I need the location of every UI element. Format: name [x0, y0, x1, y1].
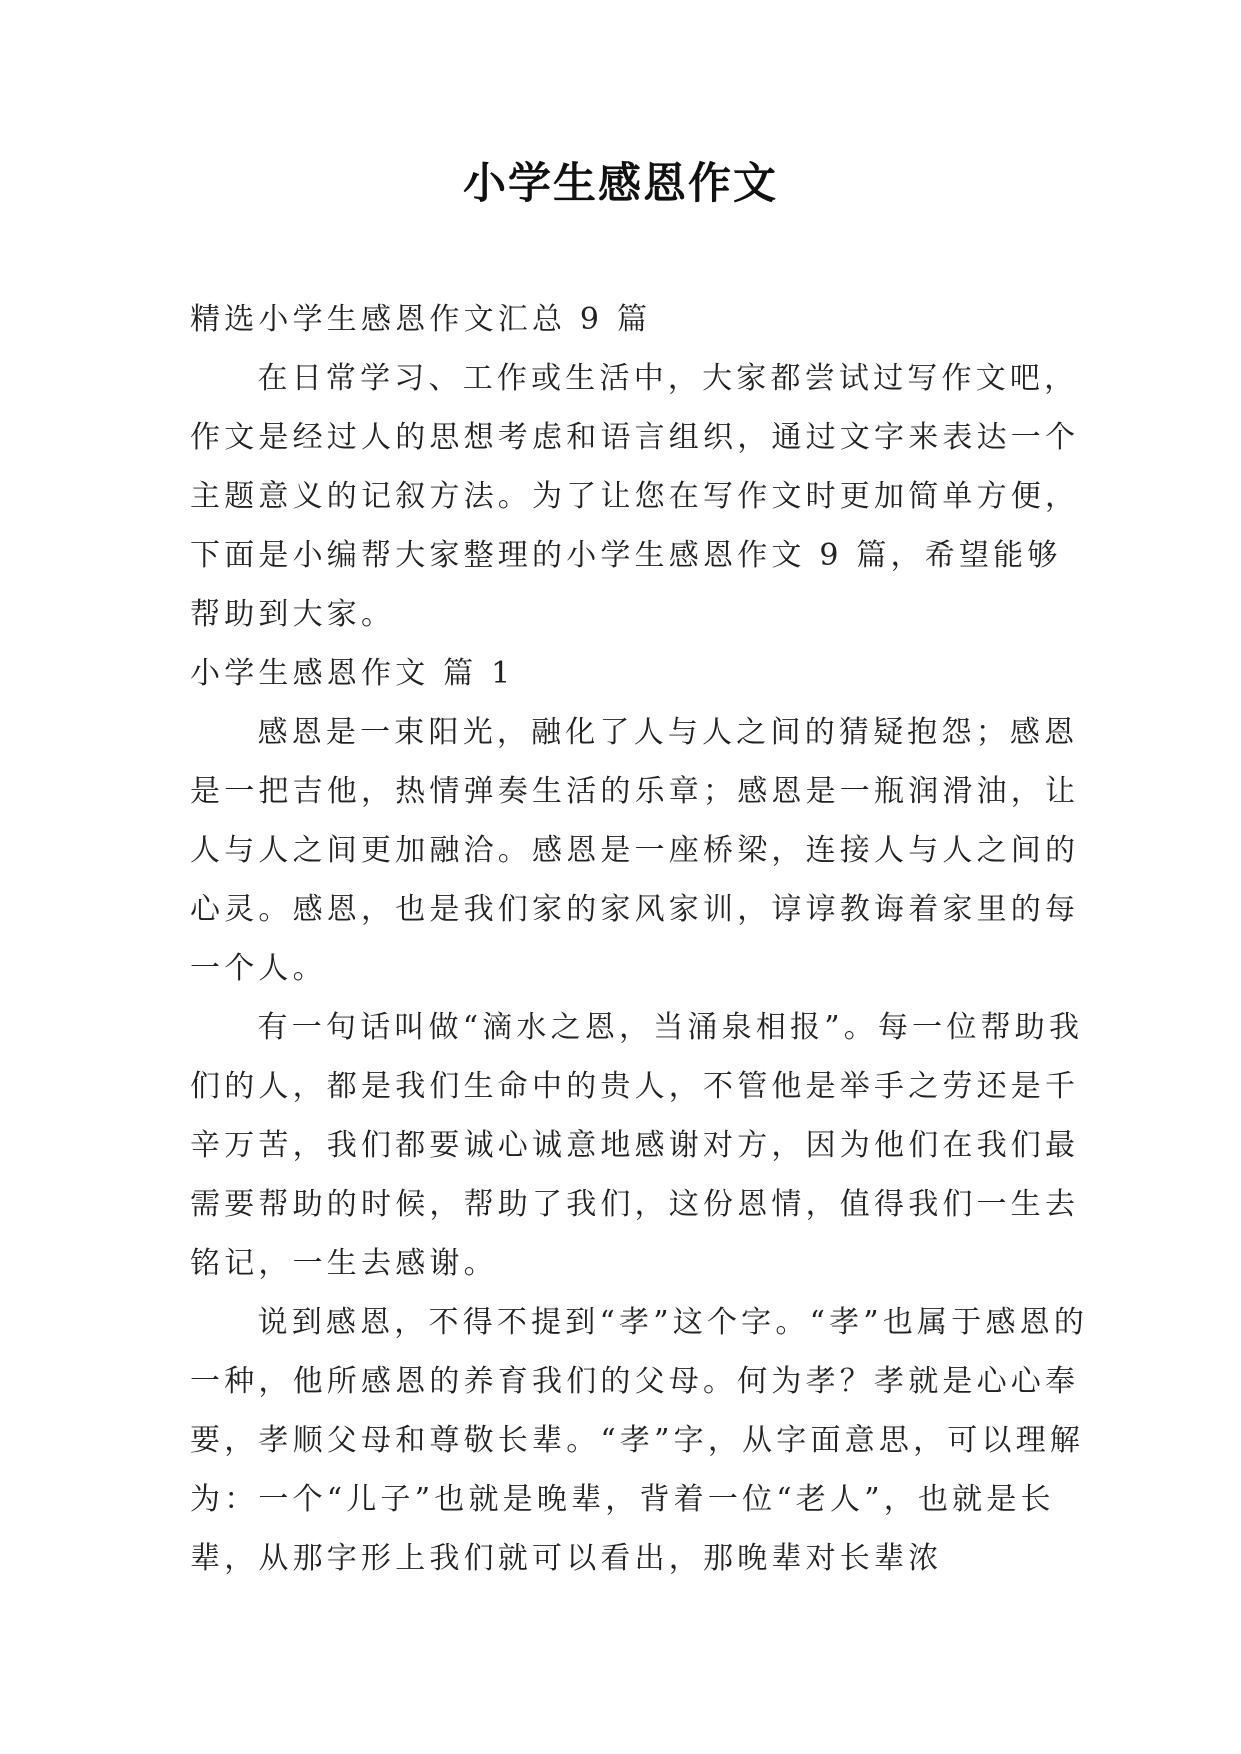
document-title: 小学生感恩作文 [463, 159, 778, 209]
body-paragraph: 说到感恩，不得不提到“孝”这个字。“孝”也属于感恩的一种，他所感恩的养育我们的父母。何为孝？孝就是心心奉要，孝顺父母和尊敬长辈。“孝”字，从字面意思，可以理解为：一个“儿子”也就是晚辈，背着一位“老人”，也就是长辈，从那字形上我们就可以看出，那晚辈对长辈浓 [190, 1305, 1089, 1576]
section-heading: 小学生感恩作文 篇 1 [190, 656, 515, 691]
body-paragraph: 有一句话叫做“滴水之恩，当涌泉相报”。每一位帮助我们的人，都是我们生命中的贵人，不管他是举手之劳还是千辛万苦，我们都要诚心诚意地感谢对方，因为他们在我们最需要帮助的时候，帮助了我们，这份恩情，值得我们一生去铭记，一生去感谢。 [190, 1010, 1084, 1281]
intro-paragraph: 在日常学习、工作或生活中，大家都尝试过写作文吧，作文是经过人的思想考虑和语言组织，通过文字来表达一个主题意义的记叙方法。为了让您在写作文时更加简单方便，下面是小编帮大家整理的小学生感恩作文 9 篇，希望能够帮助到大家。 [190, 361, 1080, 632]
document-subtitle: 精选小学生感恩作文汇总 9 篇 [190, 302, 652, 337]
body-paragraph: 感恩是一束阳光，融化了人与人之间的猜疑抱怨；感恩是一把吉他，热情弹奏生活的乐章；感恩是一瓶润滑油，让人与人之间更加融洽。感恩是一座桥梁，连接人与人之间的心灵。感恩，也是我们家的家风家训，谆谆教诲着家里的每一个人。 [190, 715, 1080, 986]
document-body [190, 290, 1090, 1588]
